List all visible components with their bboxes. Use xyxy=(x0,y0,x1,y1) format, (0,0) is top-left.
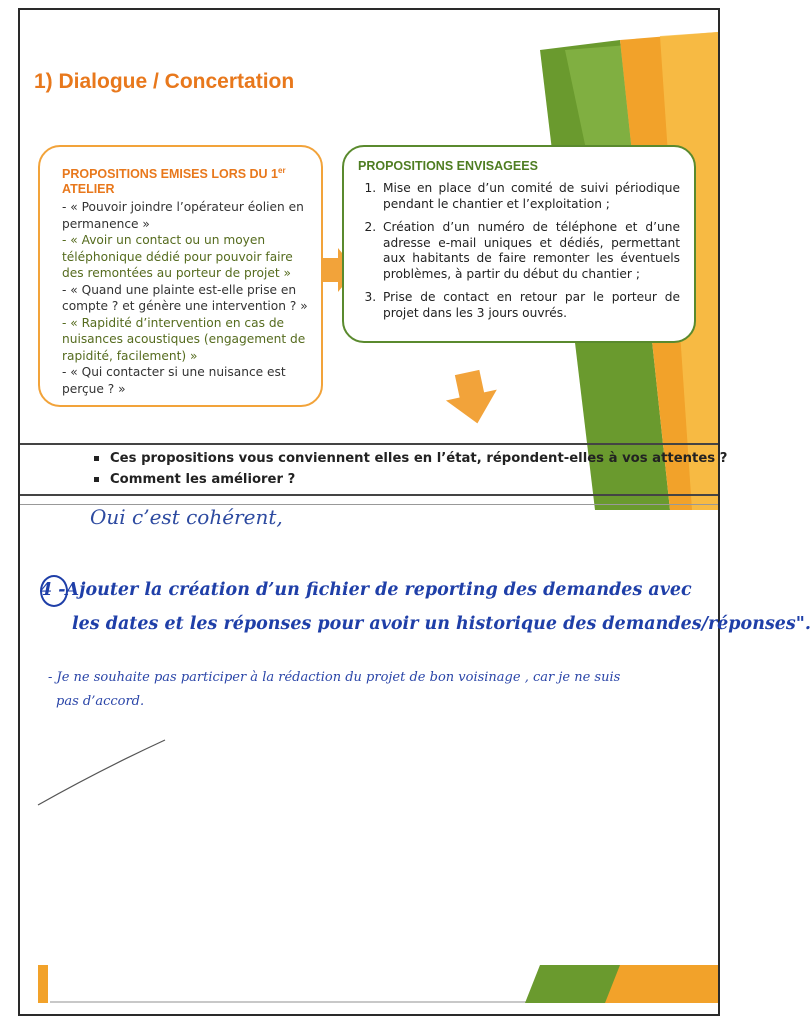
question-item: Comment les améliorer ? xyxy=(94,469,727,490)
handwritten-answer-5: pas d’accord. xyxy=(56,694,145,709)
planned-proposal-item: 3. Prise de contact en retour par le porteur de projet dans les 3 jours ouvrés. xyxy=(380,290,680,321)
handwritten-answer-2: 4 -Ajouter la création d’un fichier de reporting des demandes avec xyxy=(40,580,692,600)
initial-proposal-item: - « Quand une plainte est-elle prise en compte ? et génère une intervention ? » xyxy=(62,282,308,314)
down-arrow-icon xyxy=(441,367,503,429)
planned-proposals-heading: PROPOSITIONS ENVISAGEES xyxy=(358,159,538,173)
initial-proposal-item: - « Pouvoir joindre l’opérateur éolien en permanence » xyxy=(62,200,304,231)
handwritten-answer-1: Oui c’est cohérent, xyxy=(90,505,283,529)
planned-proposal-item: 1. Mise en place d’un comité de suivi périodique pendant le chantier et l’exploitation ; xyxy=(380,181,680,212)
initial-proposal-item: - « Qui contacter si une nuisance est perçue ? » xyxy=(62,365,286,396)
initial-proposal-item: - « Avoir un contact ou un moyen téléphonique dédié pour pouvoir faire des remontées au porteur de projet » xyxy=(62,233,293,281)
initial-proposals-heading: PROPOSITIONS EMISES LORS DU 1er ATELIER xyxy=(62,166,286,197)
scanned-page xyxy=(18,8,811,1016)
planned-proposals-box xyxy=(342,145,696,343)
slide-title: 1) Dialogue / Concertation xyxy=(34,70,295,93)
planned-proposal-item: 2. Création d’un numéro de téléphone et d’une adresse e-mail uniques et dédiés, permettant aux habitants de faire remonter les éventuels problèmes, à partir du début du chantier ; xyxy=(380,220,680,282)
handwritten-answer-3: les dates et les réponses pour avoir un historique des demandes/réponses". xyxy=(72,614,811,634)
planned-proposals-list xyxy=(358,181,680,321)
initial-proposal-item: - « Rapidité d’intervention en cas de nuisances acoustiques (engagement de rapidité, facilement) » xyxy=(62,315,306,363)
divider-top xyxy=(20,443,718,445)
question-item: Ces propositions vous conviennent elles en l’état, répondent-elles à vos attentes ? xyxy=(94,448,727,469)
initial-proposals-box xyxy=(38,145,323,407)
questions-block xyxy=(94,448,727,490)
handwritten-answer-4: - Je ne souhaite pas participer à la rédaction du projet de bon voisinage , car je ne suis xyxy=(48,670,621,685)
divider-bottom xyxy=(20,494,718,496)
